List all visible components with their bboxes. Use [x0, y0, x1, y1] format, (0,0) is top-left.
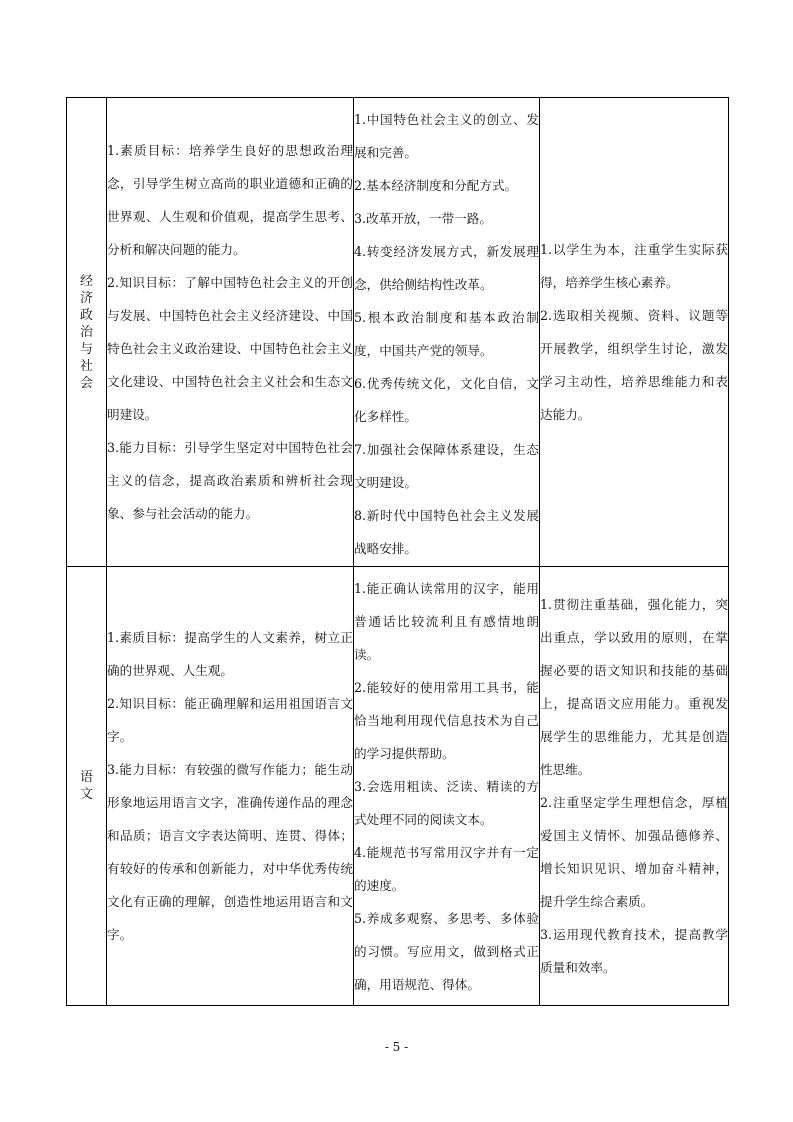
content-item: 4.转变经济发展方式，新发展理念，供给侧结构性改革。: [354, 244, 539, 292]
content-item: 6.优秀传统文化，文化自信，文化多样性。: [354, 376, 539, 424]
content-item: 8.新时代中国特色社会主义发展战略安排。: [354, 508, 539, 556]
requirement-item: 2.注重坚定学生理想信念，厚植爱国主义情怀、加强品德修养、增长知识见识、增加奋斗精神，提升学生综合素质。: [540, 795, 728, 909]
table-row: [67, 567, 729, 1006]
course-table: [66, 97, 729, 1006]
content-item: 3.会选用粗读、泛读、精读的方式处理不同的阅读文本。: [354, 778, 539, 827]
course-name: 语文: [79, 770, 93, 802]
requirement-item: 3.运用现代教育技术，提高教学质量和效率。: [540, 927, 728, 975]
goal-item: 3.能力目标：引导学生坚定对中国特色社会主义的信念，提高政治素质和辨析社会现象、参与社会活动的能力。: [107, 440, 353, 521]
content-item: 2.能较好的使用常用工具书，能恰当地利用现代信息技术为自己的学习提供帮助。: [354, 679, 539, 761]
goal-item: 2.知识目标：了解中国特色社会主义的开创与发展、中国特色社会主义经济建设、中国特色社会主义政治建设、中国特色社会主义文化建设、中国特色社会主义社会和生态文明建设。: [107, 275, 353, 422]
table-row: [67, 98, 729, 567]
course-name: 经济政治与社会: [79, 273, 93, 391]
requirements-cell: [540, 98, 729, 567]
content-item: 1.中国特色社会主义的创立、发展和完善。: [354, 112, 539, 160]
requirement-item: 1.贯彻注重基础，强化能力，突出重点，学以致用的原则，在掌握必要的语文知识和技能的基础上，提高语文应用能力。重视发展学生的思维能力，尤其是创造性思维。: [540, 597, 728, 777]
requirement-item: 2.选取相关视频、资料、议题等开展教学，组织学生讨论，激发学习主动性，培养思维能力和表达能力。: [540, 308, 728, 422]
goal-item: 1.素质目标：提高学生的人文素养，树立正确的世界观、人生观。: [107, 630, 353, 678]
content-item: 5.养成多观察、多思考、多体验的习惯。写应用文，做到格式正确，用语规范、得体。: [354, 910, 539, 992]
goal-item: 3.能力目标：有较强的微写作能力；能生动形象地运用语言文字，准确传递作品的理念和品质；语言文字表达简明、连贯、得体；有较好的传承和创新能力，对中华优秀传统文化有正确的理解，创造性地运用语言和文字。: [107, 762, 353, 942]
goal-item: 2.知识目标：能正确理解和运用祖国语言文字。: [107, 696, 353, 744]
goal-item: 1.素质目标：培养学生良好的思想政治理念，引导学生树立高尚的职业道德和正确的世界观、人生观和价值观，提高学生思考、分析和解决问题的能力。: [107, 143, 353, 257]
goals-cell: [107, 98, 354, 567]
content-item: 7.加强社会保障体系建设，生态文明建设。: [354, 442, 539, 490]
page-number: - 5 -: [384, 1040, 409, 1054]
content-cell: [354, 567, 540, 1006]
content-item: 2.基本经济制度和分配方式。: [354, 178, 518, 193]
content-cell: [354, 98, 540, 567]
content-item: 1.能正确认读常用的汉字，能用普通话比较流利且有感情地朗读。: [354, 580, 539, 662]
course-name-cell: [67, 98, 107, 567]
requirements-cell: [540, 567, 729, 1006]
goals-cell: [107, 567, 354, 1006]
requirement-item: 1.以学生为本，注重学生实际获得，培养学生核心素养。: [540, 242, 728, 290]
content-item: 4.能规范书写常用汉字并有一定的速度。: [354, 844, 539, 893]
content-item: 3.改革开放，一带一路。: [354, 211, 492, 226]
course-name-cell: [67, 567, 107, 1006]
content-item: 5.根本政治制度和基本政治制度，中国共产党的领导。: [354, 310, 539, 358]
